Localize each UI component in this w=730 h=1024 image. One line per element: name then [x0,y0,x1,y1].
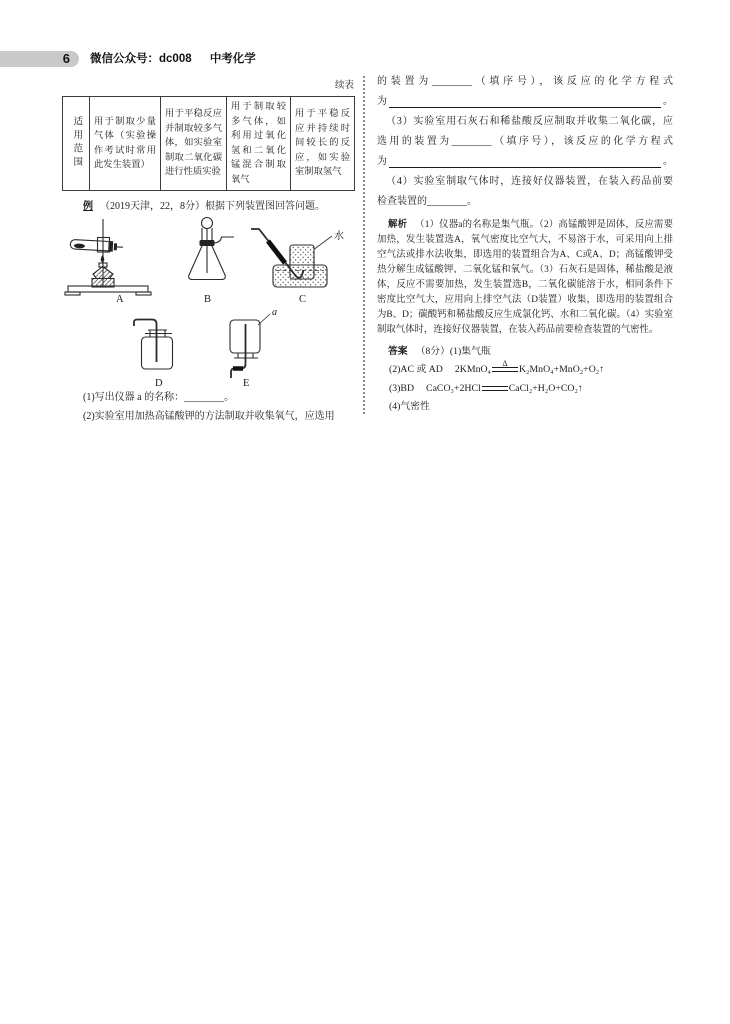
analysis-label: 解析 [388,218,408,229]
equation-2-reactants: 2KMnO₄ [454,364,491,375]
apparatus-a-heating-setup [65,219,151,305]
equals-with-delta-sign [492,359,518,372]
equation-2-products: K₂MnO₄+MnO₂+O₂↑ [518,364,605,375]
blank-prefix: 为 [377,156,387,167]
page-number: 6 [62,51,70,66]
table-cell-usage-3: 用于制取较多气体，如利用过氧化氢和二氧化锰混合制取氧气 [227,97,291,191]
fill-in-blank-underline [389,107,661,108]
continued-table-label: 续表 [334,81,354,91]
answer-item-1: （8分）(1)集气瓶 [415,346,491,357]
reaction-condition-delta: Δ [502,359,508,368]
answer-equation-3 [377,379,673,398]
equation-blank-line-q3 [377,152,673,172]
apparatus-label-e: E [243,378,250,388]
answer-item-4: (4)气密性 [389,401,430,412]
analysis-text: （1）仪器a的名称是集气瓶。（2）高锰酸钾是固体，反应需要加热，发生装置选A，氧气密度比空气大，不易溶于水，可采用向上排空气法或排水法收集，即选用的装置组合为A、C或A、D；高锰酸钾受热分解生成锰酸钾、二氧化锰和氧气。（3）石灰石是固体，稀盐酸是液体，反应不需要加热，发生装置选B，二氧化碳能溶于水，相同条件下密度比空气大，应用向上排空气法（D装置）收集，即选用的装置组合为B、D；碳酸钙和稀盐酸反应生成氯化钙、水和二氧化碳。（4）实验室制取气体时，连接好仪器装置，在装入药品前要检查装置的气密性。 [377,220,673,335]
apparatus-diagram [62,216,354,388]
left-column [62,80,354,426]
table-row-header [63,97,90,191]
question-2-line: (2)实验室用加热高锰酸钾的方法制取并收集氧气，应选用 [83,411,335,422]
answer-block [377,343,673,415]
question-4-line-1: （4）实验室制取气体时，连接好仪器装置，在装入药品前要 [386,176,673,187]
question-3-line-1: （3）实验室用石灰石和稀盐酸反应制取并收集二氧化碳，应 [386,116,673,127]
answer-item-2-prefix: (2)AC 或 AD [389,364,443,375]
answer-line-1 [377,343,673,360]
table-cell-usage-4: 用于平稳反应并持续时间较长的反应，如实验室制取氢气 [291,97,355,191]
blank-suffix: 。 [663,156,673,167]
apparatus-c-water-collection [251,229,344,305]
example-source-text: （2019天津，22，8分）根据下列装置图回答问题。 [100,201,325,212]
question-3-line-2: 选用的装置为________（填序号），该反应的化学方程式 [377,136,673,147]
row-header-text: 适用范围 [71,116,83,171]
table-row [63,97,355,191]
header-account: 微信公众号：dc008 [90,53,192,65]
page-header [90,50,256,68]
answer-label: 答案 [388,346,408,357]
page-number-pill [0,51,79,67]
blank-suffix: 。 [663,96,673,107]
apparatus-e-gas-bottle-inverted [230,307,277,388]
apparatus-label-c: C [299,294,307,305]
apparatus-b-flask-setup [189,218,234,306]
apparatus-label-d: D [155,378,163,388]
blank-prefix: 为 [377,96,387,107]
apparatus-d-gas-bottle-upright [134,320,173,389]
question-2-continuation: 的装置为________（填序号），该反应的化学方程式 [377,76,673,87]
table-cell-usage-1: 用于制取少量气体（实验操作考试时常用此发生装置） [90,97,161,191]
apparatus-scope-table [62,96,355,191]
fill-in-blank-underline [389,167,661,168]
column-divider [363,76,365,414]
right-column [377,72,673,415]
question-1-line: (1)写出仪器 a 的名称：________。 [83,392,235,403]
answer-item-3-prefix: (3)BD [389,383,415,394]
answer-equation-2 [377,360,673,379]
water-label: 水 [334,231,344,242]
table-cell-usage-2: 用于平稳反应并制取较多气体，如实验室制取二氧化碳进行性质实验 [161,97,227,191]
part-a-label: a [272,307,277,318]
analysis-paragraph [377,216,673,338]
example-tag: 例 [83,201,93,212]
equals-sign [482,386,508,391]
apparatus-label-b: B [204,294,212,305]
apparatus-label-a: A [116,294,124,305]
question-4-line-2: 检查装置的________。 [377,196,477,207]
equation-3-reactants: CaCO₃+2HCl [426,383,481,394]
equation-blank-line-q2 [377,92,673,112]
equation-3-products: CaCl₂+H₂O+CO₂↑ [508,383,583,394]
example-intro-line [62,199,354,214]
header-subject: 中考化学 [209,53,256,65]
